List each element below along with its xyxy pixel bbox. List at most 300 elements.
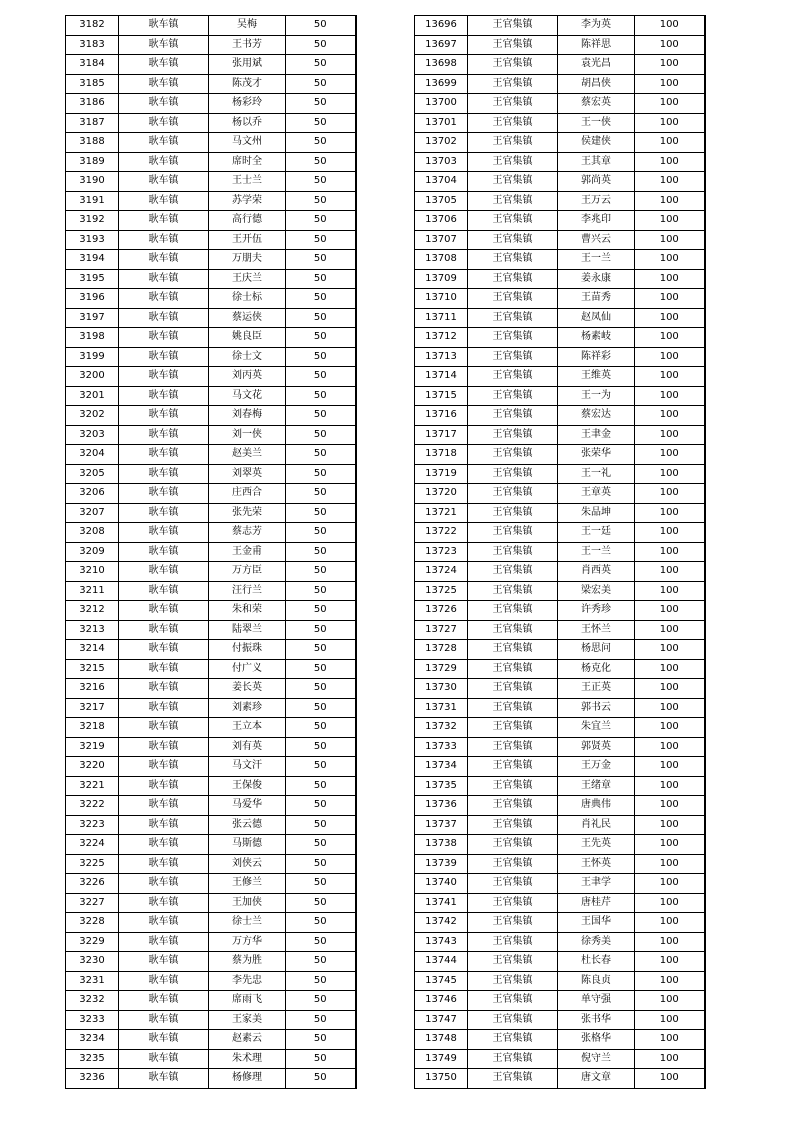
row-number-cell: 3193 [66, 230, 119, 250]
row-number-cell: 13705 [415, 191, 468, 211]
table-row [415, 191, 705, 211]
row-number-cell: 3222 [66, 796, 119, 816]
amount-cell: 50 [286, 16, 356, 36]
table-row [66, 152, 356, 172]
table-row [66, 16, 356, 36]
amount-cell: 100 [635, 932, 705, 952]
table-row [415, 230, 705, 250]
row-number-cell: 13723 [415, 542, 468, 562]
table-row [415, 386, 705, 406]
table-row [415, 913, 705, 933]
table-row [66, 523, 356, 543]
name-cell: 郭书云 [558, 698, 635, 718]
table-row [415, 932, 705, 952]
right-table [414, 15, 706, 1089]
table-row [415, 835, 705, 855]
town-cell: 耿车镇 [119, 776, 209, 796]
amount-cell: 100 [635, 581, 705, 601]
row-number-cell: 13740 [415, 874, 468, 894]
name-cell: 张用斌 [209, 55, 286, 75]
row-number-cell: 3198 [66, 328, 119, 348]
town-cell: 王官集镇 [468, 835, 558, 855]
amount-cell: 50 [286, 464, 356, 484]
town-cell: 耿车镇 [119, 679, 209, 699]
amount-cell: 50 [286, 523, 356, 543]
amount-cell: 100 [635, 94, 705, 114]
table-row [66, 581, 356, 601]
amount-cell: 100 [635, 679, 705, 699]
name-cell: 王金甫 [209, 542, 286, 562]
table-row [415, 113, 705, 133]
amount-cell: 50 [286, 250, 356, 270]
town-cell: 耿车镇 [119, 971, 209, 991]
table-row [66, 308, 356, 328]
name-cell: 徐士标 [209, 289, 286, 309]
table-row [415, 269, 705, 289]
row-number-cell: 3210 [66, 562, 119, 582]
name-cell: 赵凤仙 [558, 308, 635, 328]
table-row [66, 250, 356, 270]
row-number-cell: 13733 [415, 737, 468, 757]
town-cell: 耿车镇 [119, 757, 209, 777]
town-cell: 王官集镇 [468, 269, 558, 289]
table-row [415, 289, 705, 309]
name-cell: 杨克化 [558, 659, 635, 679]
row-number-cell: 3191 [66, 191, 119, 211]
name-cell: 李兆印 [558, 211, 635, 231]
town-cell: 王官集镇 [468, 952, 558, 972]
row-number-cell: 3186 [66, 94, 119, 114]
amount-cell: 50 [286, 269, 356, 289]
town-cell: 耿车镇 [119, 347, 209, 367]
row-number-cell: 3216 [66, 679, 119, 699]
table-row [415, 815, 705, 835]
name-cell: 侯建侠 [558, 133, 635, 153]
amount-cell: 100 [635, 815, 705, 835]
row-number-cell: 13748 [415, 1030, 468, 1050]
table-row [415, 445, 705, 465]
amount-cell: 100 [635, 406, 705, 426]
name-cell: 马文花 [209, 386, 286, 406]
name-cell: 王怀兰 [558, 620, 635, 640]
row-number-cell: 3221 [66, 776, 119, 796]
name-cell: 王怀英 [558, 854, 635, 874]
town-cell: 王官集镇 [468, 191, 558, 211]
row-number-cell: 3230 [66, 952, 119, 972]
row-number-cell: 3227 [66, 893, 119, 913]
row-number-cell: 13722 [415, 523, 468, 543]
amount-cell: 100 [635, 250, 705, 270]
town-cell: 王官集镇 [468, 35, 558, 55]
table-row [66, 289, 356, 309]
town-cell: 耿车镇 [119, 211, 209, 231]
row-number-cell: 3211 [66, 581, 119, 601]
name-cell: 朱宜兰 [558, 718, 635, 738]
table-row [415, 94, 705, 114]
row-number-cell: 13739 [415, 854, 468, 874]
amount-cell: 50 [286, 1069, 356, 1089]
row-number-cell: 13720 [415, 484, 468, 504]
amount-cell: 100 [635, 1030, 705, 1050]
table-row [415, 484, 705, 504]
town-cell: 王官集镇 [468, 1069, 558, 1089]
row-number-cell: 3215 [66, 659, 119, 679]
table-row [415, 308, 705, 328]
row-number-cell: 13729 [415, 659, 468, 679]
town-cell: 王官集镇 [468, 718, 558, 738]
town-cell: 耿车镇 [119, 835, 209, 855]
table-row [415, 854, 705, 874]
amount-cell: 100 [635, 74, 705, 94]
table-row [66, 815, 356, 835]
table-row [415, 250, 705, 270]
amount-cell: 100 [635, 1049, 705, 1069]
amount-cell: 50 [286, 815, 356, 835]
name-cell: 杨思问 [558, 640, 635, 660]
row-number-cell: 13697 [415, 35, 468, 55]
row-number-cell: 3220 [66, 757, 119, 777]
town-cell: 耿车镇 [119, 152, 209, 172]
name-cell: 刘素珍 [209, 698, 286, 718]
row-number-cell: 13736 [415, 796, 468, 816]
row-number-cell: 3188 [66, 133, 119, 153]
name-cell: 蔡宏英 [558, 94, 635, 114]
table-row [66, 835, 356, 855]
town-cell: 王官集镇 [468, 1010, 558, 1030]
table-row [66, 464, 356, 484]
name-cell: 王书芳 [209, 35, 286, 55]
row-number-cell: 13701 [415, 113, 468, 133]
amount-cell: 50 [286, 698, 356, 718]
amount-cell: 100 [635, 835, 705, 855]
amount-cell: 50 [286, 328, 356, 348]
name-cell: 马文汗 [209, 757, 286, 777]
amount-cell: 100 [635, 328, 705, 348]
row-number-cell: 3189 [66, 152, 119, 172]
name-cell: 李先忠 [209, 971, 286, 991]
town-cell: 王官集镇 [468, 55, 558, 75]
name-cell: 万方华 [209, 932, 286, 952]
town-cell: 耿车镇 [119, 562, 209, 582]
row-number-cell: 3217 [66, 698, 119, 718]
name-cell: 唐典伟 [558, 796, 635, 816]
name-cell: 王一兰 [558, 250, 635, 270]
row-number-cell: 3228 [66, 913, 119, 933]
amount-cell: 100 [635, 562, 705, 582]
name-cell: 杨彩玲 [209, 94, 286, 114]
name-cell: 单守强 [558, 991, 635, 1011]
town-cell: 王官集镇 [468, 484, 558, 504]
town-cell: 耿车镇 [119, 542, 209, 562]
table-row [415, 620, 705, 640]
table-row [66, 698, 356, 718]
table-row [66, 737, 356, 757]
name-cell: 蔡为胜 [209, 952, 286, 972]
town-cell: 王官集镇 [468, 854, 558, 874]
name-cell: 梁宏美 [558, 581, 635, 601]
name-cell: 王保俊 [209, 776, 286, 796]
table-row [66, 347, 356, 367]
name-cell: 杨修理 [209, 1069, 286, 1089]
table-row [66, 406, 356, 426]
table-row [415, 172, 705, 192]
amount-cell: 100 [635, 445, 705, 465]
table-row [415, 55, 705, 75]
town-cell: 王官集镇 [468, 328, 558, 348]
name-cell: 张荣华 [558, 445, 635, 465]
amount-cell: 50 [286, 367, 356, 387]
amount-cell: 50 [286, 1030, 356, 1050]
name-cell: 王一兰 [558, 542, 635, 562]
table-row [66, 640, 356, 660]
town-cell: 王官集镇 [468, 113, 558, 133]
amount-cell: 100 [635, 113, 705, 133]
table-row [66, 445, 356, 465]
town-cell: 王官集镇 [468, 796, 558, 816]
table-row [415, 581, 705, 601]
row-number-cell: 13707 [415, 230, 468, 250]
amount-cell: 50 [286, 211, 356, 231]
town-cell: 王官集镇 [468, 133, 558, 153]
amount-cell: 100 [635, 952, 705, 972]
town-cell: 耿车镇 [119, 250, 209, 270]
town-cell: 耿车镇 [119, 484, 209, 504]
row-number-cell: 3214 [66, 640, 119, 660]
town-cell: 王官集镇 [468, 425, 558, 445]
name-cell: 庄西合 [209, 484, 286, 504]
table-row [66, 367, 356, 387]
row-number-cell: 13732 [415, 718, 468, 738]
town-cell: 耿车镇 [119, 932, 209, 952]
town-cell: 耿车镇 [119, 172, 209, 192]
table-row [66, 503, 356, 523]
name-cell: 姚良臣 [209, 328, 286, 348]
amount-cell: 50 [286, 737, 356, 757]
row-number-cell: 3196 [66, 289, 119, 309]
row-number-cell: 13741 [415, 893, 468, 913]
row-number-cell: 3184 [66, 55, 119, 75]
row-number-cell: 3206 [66, 484, 119, 504]
name-cell: 徐士文 [209, 347, 286, 367]
name-cell: 刘春梅 [209, 406, 286, 426]
table-row [66, 971, 356, 991]
amount-cell: 100 [635, 172, 705, 192]
town-cell: 王官集镇 [468, 523, 558, 543]
town-cell: 耿车镇 [119, 659, 209, 679]
row-number-cell: 3208 [66, 523, 119, 543]
name-cell: 王先英 [558, 835, 635, 855]
amount-cell: 100 [635, 367, 705, 387]
amount-cell: 50 [286, 952, 356, 972]
name-cell: 万朋夫 [209, 250, 286, 270]
amount-cell: 100 [635, 386, 705, 406]
name-cell: 王绪章 [558, 776, 635, 796]
name-cell: 姜长英 [209, 679, 286, 699]
amount-cell: 50 [286, 913, 356, 933]
name-cell: 杨以乔 [209, 113, 286, 133]
town-cell: 王官集镇 [468, 464, 558, 484]
town-cell: 耿车镇 [119, 74, 209, 94]
amount-cell: 100 [635, 718, 705, 738]
row-number-cell: 3199 [66, 347, 119, 367]
name-cell: 王加侠 [209, 893, 286, 913]
town-cell: 王官集镇 [468, 776, 558, 796]
name-cell: 赵素云 [209, 1030, 286, 1050]
row-number-cell: 13730 [415, 679, 468, 699]
row-number-cell: 3225 [66, 854, 119, 874]
row-number-cell: 13699 [415, 74, 468, 94]
table-row [415, 464, 705, 484]
town-cell: 王官集镇 [468, 893, 558, 913]
amount-cell: 100 [635, 796, 705, 816]
name-cell: 王章英 [558, 484, 635, 504]
row-number-cell: 13750 [415, 1069, 468, 1089]
row-number-cell: 3218 [66, 718, 119, 738]
amount-cell: 50 [286, 542, 356, 562]
row-number-cell: 13734 [415, 757, 468, 777]
town-cell: 王官集镇 [468, 737, 558, 757]
town-cell: 王官集镇 [468, 211, 558, 231]
name-cell: 王家美 [209, 1010, 286, 1030]
table-row [66, 113, 356, 133]
amount-cell: 50 [286, 1010, 356, 1030]
table-row [66, 932, 356, 952]
amount-cell: 50 [286, 74, 356, 94]
row-number-cell: 13735 [415, 776, 468, 796]
name-cell: 付振珠 [209, 640, 286, 660]
name-cell: 许秀珍 [558, 601, 635, 621]
name-cell: 刘丙英 [209, 367, 286, 387]
row-number-cell: 3231 [66, 971, 119, 991]
row-number-cell: 3204 [66, 445, 119, 465]
amount-cell: 100 [635, 16, 705, 36]
table-row [415, 737, 705, 757]
amount-cell: 100 [635, 874, 705, 894]
amount-cell: 100 [635, 757, 705, 777]
name-cell: 朱品坤 [558, 503, 635, 523]
row-number-cell: 3212 [66, 601, 119, 621]
table-row [415, 542, 705, 562]
row-number-cell: 13709 [415, 269, 468, 289]
town-cell: 王官集镇 [468, 152, 558, 172]
name-cell: 王其章 [558, 152, 635, 172]
name-cell: 郭贤英 [558, 737, 635, 757]
row-number-cell: 13700 [415, 94, 468, 114]
name-cell: 张格华 [558, 1030, 635, 1050]
amount-cell: 100 [635, 971, 705, 991]
town-cell: 耿车镇 [119, 328, 209, 348]
amount-cell: 50 [286, 659, 356, 679]
left-table [65, 15, 357, 1089]
amount-cell: 100 [635, 523, 705, 543]
name-cell: 吴梅 [209, 16, 286, 36]
name-cell: 苏学荣 [209, 191, 286, 211]
table-row [415, 757, 705, 777]
town-cell: 耿车镇 [119, 698, 209, 718]
name-cell: 陈良贞 [558, 971, 635, 991]
name-cell: 王立本 [209, 718, 286, 738]
name-cell: 朱和荣 [209, 601, 286, 621]
name-cell: 王修兰 [209, 874, 286, 894]
name-cell: 张书华 [558, 1010, 635, 1030]
row-number-cell: 13712 [415, 328, 468, 348]
row-number-cell: 3235 [66, 1049, 119, 1069]
amount-cell: 100 [635, 893, 705, 913]
name-cell: 王万金 [558, 757, 635, 777]
name-cell: 蔡运侠 [209, 308, 286, 328]
town-cell: 耿车镇 [119, 1069, 209, 1089]
row-number-cell: 13717 [415, 425, 468, 445]
row-number-cell: 13743 [415, 932, 468, 952]
amount-cell: 100 [635, 152, 705, 172]
table-row [66, 425, 356, 445]
row-number-cell: 3234 [66, 1030, 119, 1050]
table-row [415, 562, 705, 582]
town-cell: 王官集镇 [468, 698, 558, 718]
name-cell: 席时全 [209, 152, 286, 172]
amount-cell: 50 [286, 835, 356, 855]
town-cell: 耿车镇 [119, 113, 209, 133]
row-number-cell: 3200 [66, 367, 119, 387]
table-row [415, 659, 705, 679]
town-cell: 耿车镇 [119, 445, 209, 465]
row-number-cell: 3223 [66, 815, 119, 835]
amount-cell: 50 [286, 289, 356, 309]
name-cell: 刘一侠 [209, 425, 286, 445]
row-number-cell: 13706 [415, 211, 468, 231]
table-row [415, 952, 705, 972]
name-cell: 汪行兰 [209, 581, 286, 601]
name-cell: 王一礼 [558, 464, 635, 484]
amount-cell: 50 [286, 152, 356, 172]
name-cell: 杜长春 [558, 952, 635, 972]
town-cell: 王官集镇 [468, 503, 558, 523]
name-cell: 刘有英 [209, 737, 286, 757]
row-number-cell: 3192 [66, 211, 119, 231]
amount-cell: 100 [635, 640, 705, 660]
town-cell: 王官集镇 [468, 562, 558, 582]
table-row [66, 854, 356, 874]
row-number-cell: 13719 [415, 464, 468, 484]
row-number-cell: 3201 [66, 386, 119, 406]
amount-cell: 50 [286, 308, 356, 328]
name-cell: 杨素岐 [558, 328, 635, 348]
amount-cell: 50 [286, 796, 356, 816]
table-row [66, 1069, 356, 1089]
table-row [66, 776, 356, 796]
table-row [415, 796, 705, 816]
amount-cell: 50 [286, 35, 356, 55]
amount-cell: 100 [635, 1010, 705, 1030]
town-cell: 耿车镇 [119, 737, 209, 757]
amount-cell: 50 [286, 113, 356, 133]
amount-cell: 50 [286, 757, 356, 777]
town-cell: 王官集镇 [468, 874, 558, 894]
name-cell: 王庆兰 [209, 269, 286, 289]
amount-cell: 100 [635, 133, 705, 153]
table-row [415, 893, 705, 913]
amount-cell: 100 [635, 1069, 705, 1089]
amount-cell: 100 [635, 211, 705, 231]
row-number-cell: 3190 [66, 172, 119, 192]
name-cell: 徐秀美 [558, 932, 635, 952]
town-cell: 王官集镇 [468, 757, 558, 777]
amount-cell: 50 [286, 484, 356, 504]
row-number-cell: 13728 [415, 640, 468, 660]
amount-cell: 100 [635, 913, 705, 933]
town-cell: 耿车镇 [119, 308, 209, 328]
row-number-cell: 13716 [415, 406, 468, 426]
